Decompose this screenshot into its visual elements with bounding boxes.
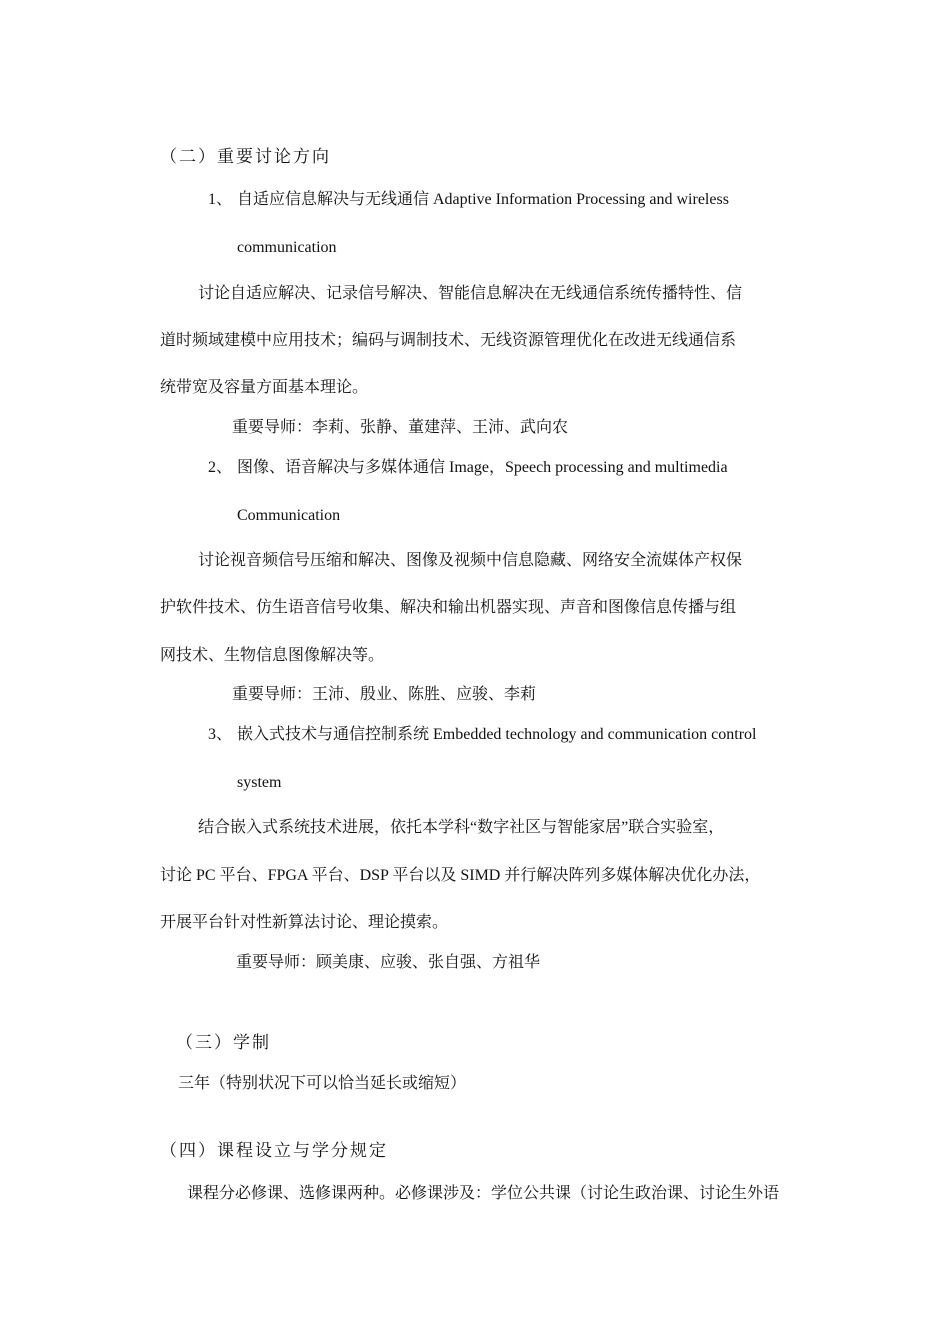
item-number-2: 2、 xyxy=(208,459,233,476)
item-title-2-cont: Communication xyxy=(237,507,341,524)
item-desc-2-line-3: 网技术、生物信息图像解决等。 xyxy=(160,647,385,664)
item-desc-3-line-2: 讨论 PC 平台、FPGA 平台、DSP 平台以及 SIMD 并行解决阵列多媒体解决优化办法， xyxy=(160,867,761,884)
item-desc-1-line-2: 道时频域建模中应用技术；编码与调制技术、无线资源管理优化在改进无线通信系 xyxy=(160,332,737,349)
item-mentors-3: 重要导师：顾美康、应骏、张自强、方祖华 xyxy=(236,954,541,971)
item-title-1: 自适应信息解决与无线通信 Adaptive Information Processing and wireless xyxy=(237,191,729,208)
item-desc-2-line-1: 讨论视音频信号压缩和解决、图像及视频中信息隐藏、网络安全流媒体产权保 xyxy=(198,552,743,569)
item-desc-1-line-3: 统带宽及容量方面基本理论。 xyxy=(160,379,369,396)
duration-text: 三年（特别状况下可以恰当延长或缩短） xyxy=(178,1075,467,1092)
item-number-3: 3、 xyxy=(208,726,233,743)
courses-text: 课程分必修课、选修课两种。必修课涉及：学位公共课（讨论生政治课、讨论生外语 xyxy=(187,1185,780,1202)
item-title-2: 图像、语音解决与多媒体通信 Image，Speech processing and multimedia xyxy=(237,459,728,476)
item-desc-2-line-2: 护软件技术、仿生语音信号收集、解决和输出机器实现、声音和图像信息传播与组 xyxy=(160,599,737,616)
section-heading-research-directions: （二）重要讨论方向 xyxy=(160,147,331,166)
item-mentors-1: 重要导师：李莉、张静、董建萍、王沛、武向农 xyxy=(232,419,569,436)
item-title-3-cont: system xyxy=(237,774,282,791)
item-number-1: 1、 xyxy=(208,191,233,208)
item-title-1-cont: communication xyxy=(237,239,337,256)
item-desc-3-line-3: 开展平台针对性新算法讨论、理论摸索。 xyxy=(160,914,449,931)
section-heading-courses: （四）课程设立与学分规定 xyxy=(160,1141,388,1160)
item-desc-1-line-1: 讨论自适应解决、记录信号解决、智能信息解决在无线通信系统传播特性、信 xyxy=(198,285,743,302)
item-title-3: 嵌入式技术与通信控制系统 Embedded technology and communication control xyxy=(237,726,757,743)
section-heading-duration: （三）学制 xyxy=(176,1033,271,1052)
item-desc-3-line-1: 结合嵌入式系统技术进展，依托本学科“数字社区与智能家居”联合实验室， xyxy=(198,819,725,836)
item-mentors-2: 重要导师：王沛、殷业、陈胜、应骏、李莉 xyxy=(232,686,537,703)
